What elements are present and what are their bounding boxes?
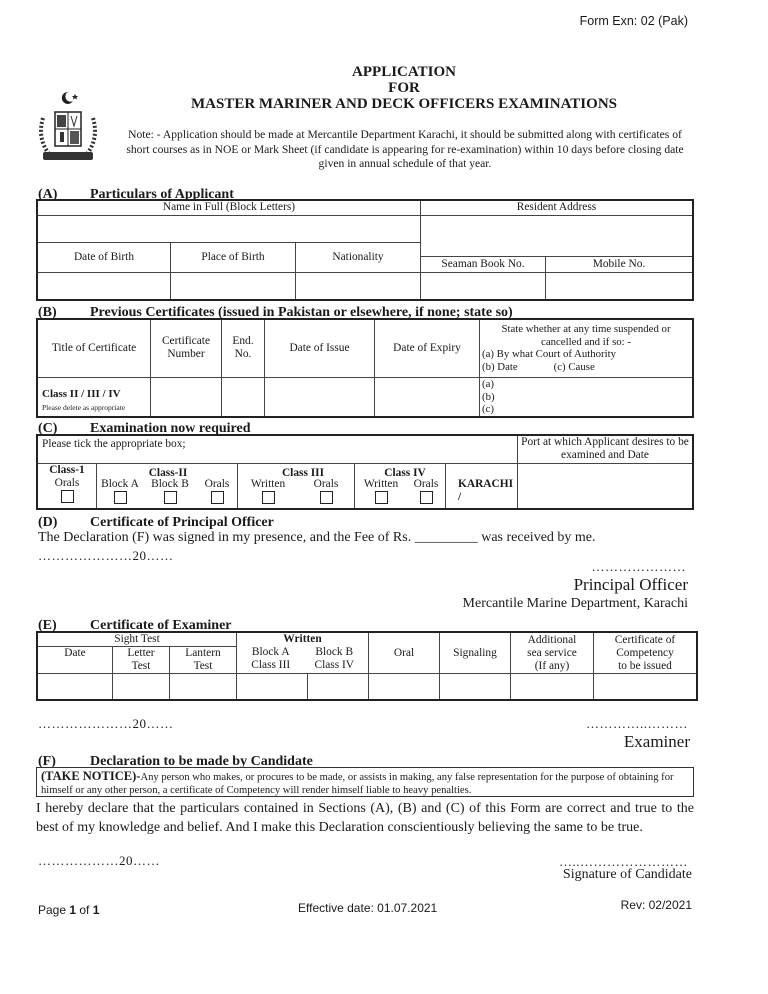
- status-field[interactable]: [480, 377, 694, 417]
- class-ii-orals-label: Orals: [204, 477, 230, 490]
- written-header: Written: [283, 633, 322, 645]
- class-ii-orals-checkbox[interactable]: [211, 491, 224, 504]
- certificate-competency-header: [594, 632, 698, 674]
- certificate-line2: Competency: [616, 646, 674, 659]
- form-code: Form Exn: 02 (Pak): [579, 14, 688, 28]
- class-iii-written-label: Written: [250, 477, 286, 490]
- mobile-field[interactable]: [546, 272, 694, 300]
- col-date-of-expiry: Date of Expiry: [375, 319, 480, 377]
- dob-header: Date of Birth: [37, 242, 171, 272]
- delete-hint: Please delete as appropriate: [42, 402, 126, 412]
- take-notice-label: (TAKE NOTICE)-: [41, 769, 141, 783]
- oral-header: Oral: [369, 632, 440, 674]
- principal-officer-statement: [38, 530, 596, 546]
- class-iv-written-checkbox[interactable]: [375, 491, 388, 504]
- candidate-signature-line[interactable]: …..……………………: [559, 854, 688, 869]
- principal-signature-line[interactable]: …………………: [591, 559, 686, 574]
- status-b: (b) Date: [482, 360, 518, 373]
- fee-text-before: The Declaration (F) was signed in my presence, and the Fee of Rs.: [38, 530, 412, 545]
- class-1-group: [37, 463, 97, 509]
- seaman-book-header: Seaman Book No.: [421, 256, 546, 272]
- status-a: (a) By what Court of Authority: [482, 348, 617, 361]
- block-a-class: Class III: [251, 659, 291, 671]
- department-name: Mercantile Marine Department, Karachi: [462, 596, 688, 611]
- certificate-line3: to be issued: [618, 659, 672, 672]
- class-1-orals-label: Orals: [54, 477, 80, 489]
- end-no-field[interactable]: [222, 377, 265, 417]
- class-ii-block-b-label: Block B: [151, 477, 189, 490]
- effective-date: Effective date: 01.07.2021: [298, 901, 438, 915]
- class-iv-orals-checkbox[interactable]: [420, 491, 433, 504]
- sight-test-header: Sight Test: [37, 632, 237, 647]
- letter-line1: Letter: [127, 647, 155, 659]
- block-a-field[interactable]: [237, 674, 308, 700]
- application-note: Note: - Application should be made at Mercantile Department Karachi, it should be submitted along with certificates of short courses as in NOE or Mark Sheet (if candidate is appearing for re-examination) within 10 days before closing date given in annual schedule of that year.: [126, 128, 684, 170]
- col-title-of-certificate: Title of Certificate: [37, 319, 151, 377]
- block-b-label: Block B: [315, 646, 354, 658]
- section-d-label: (D): [38, 515, 58, 530]
- class-ii-block-a-label: Block A: [101, 477, 139, 490]
- candidate-date-line[interactable]: ………………20……: [38, 853, 160, 868]
- section-b-title: Previous Certificates (issued in Pakistan or elsewhere, if none; state so): [90, 305, 513, 320]
- port-header: Port at which Applicant desires to be examined and Date: [518, 435, 694, 463]
- examination-table: [36, 434, 694, 510]
- principal-officer-title: Principal Officer: [573, 575, 688, 594]
- col-certificate-number: Certificate Number: [151, 319, 222, 377]
- col-end-no: End. No.: [222, 319, 265, 377]
- section-d-heading: [38, 515, 274, 531]
- section-e-label: (E): [38, 618, 57, 633]
- class-1-label: Class-1: [49, 464, 85, 476]
- status-b-field: (b): [482, 390, 495, 403]
- col-status: [480, 319, 694, 377]
- dob-field[interactable]: [37, 272, 171, 300]
- lantern-line1: Lantern: [185, 647, 221, 659]
- date-of-issue-field[interactable]: [265, 377, 375, 417]
- fee-text-after: was received by me.: [481, 530, 596, 545]
- section-f-title: Declaration to be made by Candidate: [90, 754, 313, 769]
- status-a-field: (a): [482, 378, 494, 390]
- page-number: 1: [69, 903, 77, 917]
- date-of-expiry-field[interactable]: [375, 377, 480, 417]
- signaling-field[interactable]: [440, 674, 511, 700]
- fee-amount-field[interactable]: _________: [414, 530, 478, 545]
- title-for: FOR: [388, 80, 420, 96]
- class-iv-label: Class IV: [384, 466, 426, 479]
- take-notice-box: [36, 767, 694, 797]
- candidate-signature-title: Signature of Candidate: [562, 867, 692, 882]
- revision: Rev: 02/2021: [620, 898, 692, 912]
- block-a-label: Block A: [251, 646, 290, 658]
- name-header: Name in Full (Block Letters): [37, 200, 421, 215]
- additional-line2: sea service: [527, 646, 577, 659]
- examiner-table: [36, 631, 698, 701]
- letter-test-field[interactable]: [113, 674, 170, 700]
- class-ii-label: Class-II: [148, 466, 188, 479]
- class-iii-written-checkbox[interactable]: [262, 491, 275, 504]
- page-prefix: Page: [38, 903, 70, 917]
- examiner-title: Examiner: [623, 732, 690, 751]
- additional-sea-service-header: [511, 632, 594, 674]
- status-c-field: (c): [482, 403, 494, 415]
- title-application: APPLICATION: [352, 64, 456, 80]
- address-field[interactable]: [421, 215, 694, 256]
- nationality-field[interactable]: [296, 272, 421, 300]
- previous-certificates-table: [36, 318, 694, 418]
- section-b-label: (B): [38, 305, 57, 320]
- class-ii-block-a-checkbox[interactable]: [114, 491, 127, 504]
- section-a-label: (A): [38, 187, 58, 202]
- class-selector-cell[interactable]: [37, 377, 151, 417]
- section-c-label: (C): [38, 421, 58, 436]
- class-ii-orals: [197, 463, 238, 509]
- lantern-test-field[interactable]: [170, 674, 237, 700]
- class-iv-orals-label: Orals: [413, 477, 439, 490]
- seaman-book-field[interactable]: [421, 272, 546, 300]
- address-header: Resident Address: [421, 200, 694, 215]
- title-main: MASTER MARINER AND DECK OFFICERS EXAMINATIONS: [190, 96, 617, 112]
- additional-sea-service-field[interactable]: [511, 674, 594, 700]
- class-iii-orals-label: Orals: [313, 477, 339, 490]
- lantern-test-header: [170, 647, 237, 674]
- signaling-header: Signaling: [440, 632, 511, 674]
- exam-date-field[interactable]: [37, 674, 113, 700]
- block-b-field[interactable]: [308, 674, 369, 700]
- section-d-title: Certificate of Principal Officer: [90, 515, 274, 530]
- letter-test-header: [113, 647, 170, 674]
- candidate-declaration: I hereby declare that the particulars contained in Sections (A), (B) and (C) of this Form are correct and true to the best of my knowledge and belief. And I make this Declaration conscientiously believing the same to be true.: [36, 801, 694, 835]
- name-field[interactable]: [37, 215, 421, 242]
- page-indicator: [38, 903, 99, 917]
- block-b-class: Class IV: [314, 659, 355, 671]
- class-1-orals-checkbox[interactable]: [61, 490, 74, 503]
- pob-field[interactable]: [171, 272, 296, 300]
- status-question: State whether at any time suspended or cancelled and if so: -: [501, 323, 671, 348]
- class-ii-block-a: [97, 463, 144, 509]
- section-c-title: Examination now required: [90, 421, 251, 436]
- nationality-header: Nationality: [296, 242, 421, 272]
- section-a-title: Particulars of Applicant: [90, 187, 234, 202]
- pob-header: Place of Birth: [171, 242, 296, 272]
- class-ii-block-b: [143, 463, 197, 509]
- written-group: [237, 632, 369, 674]
- examiner-signature-line[interactable]: …………..………: [586, 716, 688, 731]
- section-f-label: (F): [38, 754, 56, 769]
- mobile-header: Mobile No.: [546, 256, 694, 272]
- section-e-title: Certificate of Examiner: [90, 618, 232, 633]
- col-date-of-issue: Date of Issue: [265, 319, 375, 377]
- certificate-competency-field[interactable]: [594, 674, 698, 700]
- class-ii-block-b-checkbox[interactable]: [164, 491, 177, 504]
- class-iii-orals-checkbox[interactable]: [320, 491, 333, 504]
- class-ii-iii-iv: Class II / III / IV: [42, 387, 121, 400]
- examiner-date-line[interactable]: …………………20……: [38, 716, 174, 731]
- class-iii-label: Class III: [281, 466, 325, 479]
- port-field[interactable]: KARACHI /: [446, 463, 518, 509]
- certificate-line1: Certificate of: [614, 633, 676, 646]
- date-header: Date: [37, 647, 113, 674]
- certificate-number-field[interactable]: [151, 377, 222, 417]
- status-c: (c) Cause: [553, 360, 595, 373]
- principal-date-line[interactable]: …………………20……: [38, 548, 174, 563]
- tick-instruction: Please tick the appropriate box;: [37, 435, 518, 463]
- particulars-table: [36, 199, 694, 301]
- additional-line1: Additional: [527, 633, 577, 646]
- lantern-line2: Test: [193, 660, 213, 672]
- page-total: 1: [92, 903, 100, 917]
- letter-line2: Test: [131, 660, 151, 672]
- take-notice-text: Any person who makes, or procures to be made, or assists in making, any false representation for the purpose of obtaining for himself or any other person, a certificate of Competency will render himself liable to heavy penalties.: [41, 772, 674, 796]
- class-iv-written-label: Written: [363, 477, 399, 490]
- oral-field[interactable]: [369, 674, 440, 700]
- class-iii-written: [238, 463, 325, 509]
- page-of: of: [76, 903, 93, 917]
- additional-line3: (If any): [534, 659, 570, 672]
